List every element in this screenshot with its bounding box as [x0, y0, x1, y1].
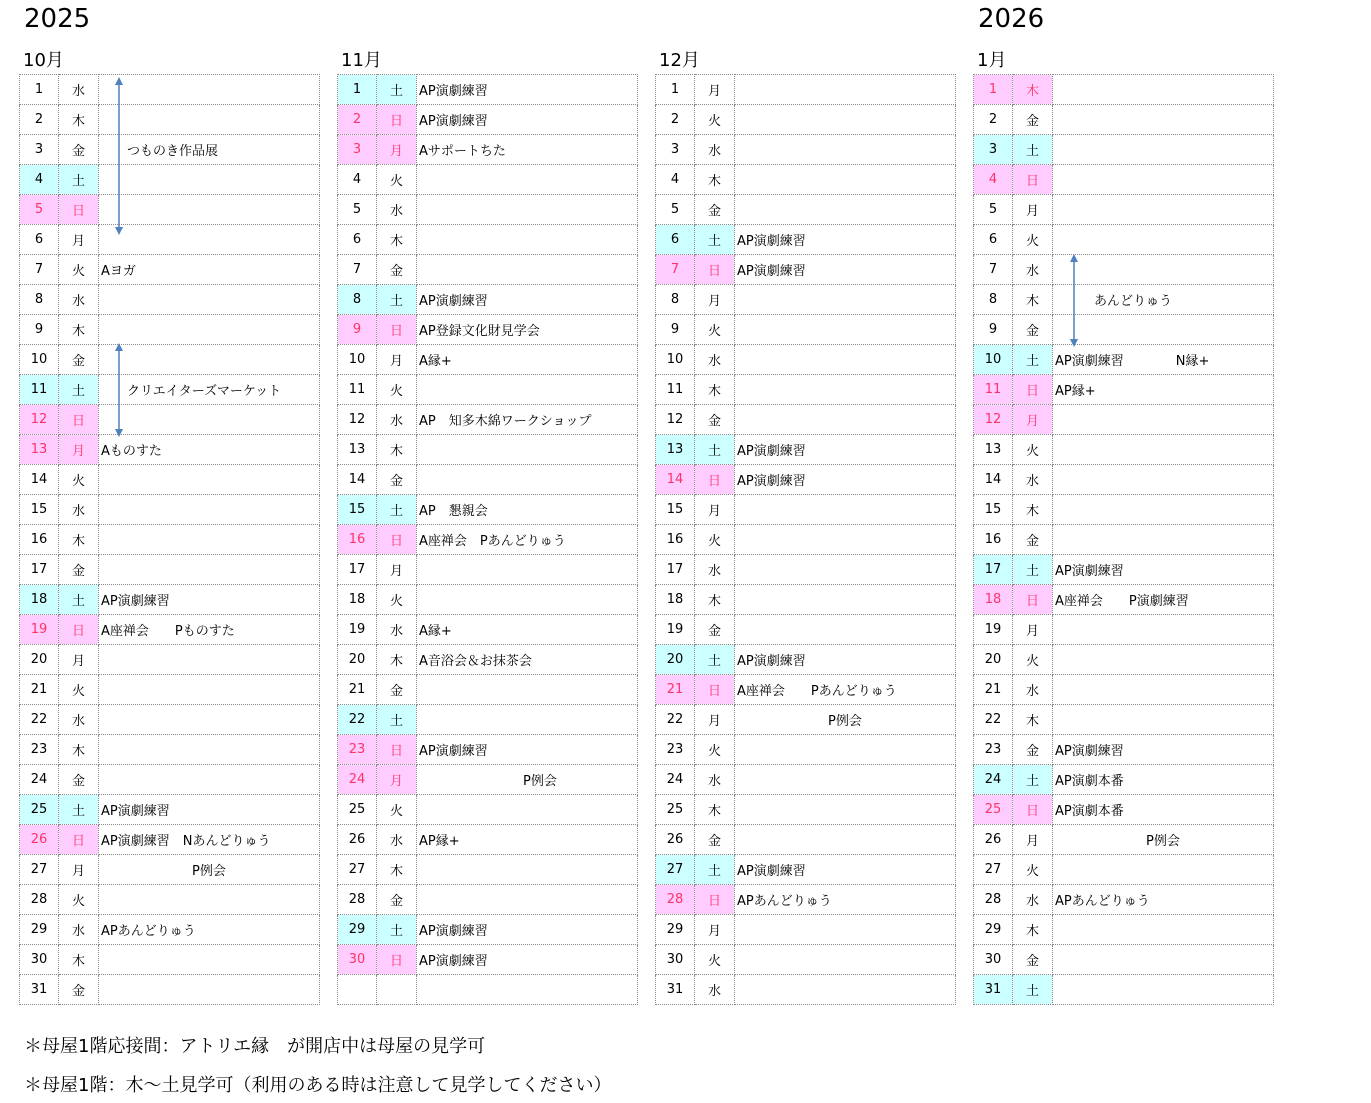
note-1: ＊母屋1階応接間：アトリエ縁 が開店中は母屋の見学可 — [24, 1036, 486, 1057]
weekday: 火 — [1013, 435, 1053, 465]
weekday: 日 — [377, 735, 417, 765]
day-number: 13 — [338, 435, 377, 465]
day-number: 11 — [974, 375, 1013, 405]
day-number: 31 — [20, 975, 59, 1005]
day-number: 7 — [656, 255, 695, 285]
event-cell: AP演劇練習 — [99, 795, 320, 825]
weekday: 日 — [1013, 375, 1053, 405]
day-number: 16 — [20, 525, 59, 555]
day-number: 31 — [974, 975, 1013, 1005]
day-number: 7 — [20, 255, 59, 285]
year-2025: 2025 — [24, 4, 91, 34]
day-number: 20 — [656, 645, 695, 675]
weekday: 火 — [377, 795, 417, 825]
event-cell: AP演劇練習 — [417, 945, 638, 975]
event-cell: AP演劇練習 — [1053, 555, 1274, 585]
day-number: 28 — [338, 885, 377, 915]
weekday: 木 — [695, 585, 735, 615]
weekday: 金 — [377, 255, 417, 285]
weekday: 火 — [695, 315, 735, 345]
weekday: 金 — [59, 555, 99, 585]
event-cell: AP演劇練習 — [1053, 735, 1274, 765]
event-cell: Aサポートちた — [417, 135, 638, 165]
event-cell: AP縁+ — [417, 825, 638, 855]
event-cell: AP演劇練習 — [417, 75, 638, 105]
day-number: 25 — [338, 795, 377, 825]
day-number: 22 — [338, 705, 377, 735]
day-number: 2 — [656, 105, 695, 135]
weekday: 土 — [59, 375, 99, 405]
weekday: 金 — [695, 615, 735, 645]
event-cell: AP演劇練習 — [417, 915, 638, 945]
weekday: 月 — [377, 555, 417, 585]
weekday: 日 — [59, 615, 99, 645]
weekday: 土 — [1013, 975, 1053, 1005]
day-number: 18 — [656, 585, 695, 615]
day-number: 18 — [338, 585, 377, 615]
day-number: 31 — [656, 975, 695, 1005]
weekday: 水 — [695, 135, 735, 165]
day-number: 19 — [656, 615, 695, 645]
weekday: 火 — [377, 165, 417, 195]
weekday: 金 — [377, 675, 417, 705]
weekday: 火 — [695, 105, 735, 135]
day-number: 24 — [656, 765, 695, 795]
event-cell: Aヨガ — [99, 255, 320, 285]
weekday: 金 — [1013, 105, 1053, 135]
day-number: 22 — [974, 705, 1013, 735]
event-cell: A座禅会 Pものすた — [99, 615, 320, 645]
day-number: 1 — [20, 75, 59, 105]
event-cell: AP演劇練習 — [735, 465, 956, 495]
weekday: 木 — [59, 945, 99, 975]
day-number: 3 — [338, 135, 377, 165]
day-number: 30 — [20, 945, 59, 975]
day-number: 17 — [656, 555, 695, 585]
day-number: 28 — [656, 885, 695, 915]
weekday: 月 — [695, 285, 735, 315]
event-cell: AP演劇練習 — [735, 225, 956, 255]
day-number: 10 — [338, 345, 377, 375]
event-cell: AP登録文化財見学会 — [417, 315, 638, 345]
day-number: 24 — [20, 765, 59, 795]
day-number: 8 — [20, 285, 59, 315]
weekday: 木 — [1013, 705, 1053, 735]
month-title: 10月 — [23, 50, 64, 71]
day-number: 22 — [20, 705, 59, 735]
weekday: 日 — [695, 255, 735, 285]
day-number: 24 — [974, 765, 1013, 795]
day-number: 14 — [974, 465, 1013, 495]
day-number: 24 — [338, 765, 377, 795]
weekday: 日 — [695, 885, 735, 915]
weekday: 月 — [59, 435, 99, 465]
month-title: 1月 — [977, 50, 1007, 71]
event-cell: AP演劇練習 — [735, 645, 956, 675]
weekday: 土 — [695, 855, 735, 885]
day-number: 28 — [20, 885, 59, 915]
weekday: 日 — [59, 195, 99, 225]
event-cell: つものき作品展 — [99, 135, 320, 165]
weekday: 金 — [59, 135, 99, 165]
weekday: 土 — [695, 225, 735, 255]
day-number: 30 — [338, 945, 377, 975]
weekday: 月 — [695, 915, 735, 945]
weekday: 金 — [1013, 315, 1053, 345]
weekday: 木 — [59, 525, 99, 555]
weekday: 水 — [695, 345, 735, 375]
weekday: 水 — [377, 615, 417, 645]
weekday: 日 — [1013, 795, 1053, 825]
weekday: 木 — [377, 645, 417, 675]
weekday: 土 — [59, 795, 99, 825]
day-number: 14 — [656, 465, 695, 495]
weekday: 日 — [695, 675, 735, 705]
event-cell: AP演劇練習 Nあんどりゅう — [99, 825, 320, 855]
weekday: 土 — [377, 75, 417, 105]
weekday: 土 — [377, 915, 417, 945]
day-number: 7 — [338, 255, 377, 285]
day-number: 29 — [20, 915, 59, 945]
day-number: 21 — [974, 675, 1013, 705]
day-number: 27 — [20, 855, 59, 885]
weekday: 日 — [377, 315, 417, 345]
day-number: 26 — [338, 825, 377, 855]
event-cell: AP演劇練習 N縁+ — [1053, 345, 1274, 375]
weekday: 火 — [377, 585, 417, 615]
weekday: 月 — [59, 225, 99, 255]
weekday: 月 — [59, 855, 99, 885]
day-number: 5 — [974, 195, 1013, 225]
weekday: 木 — [1013, 915, 1053, 945]
weekday: 木 — [1013, 75, 1053, 105]
day-number: 2 — [20, 105, 59, 135]
day-number: 4 — [20, 165, 59, 195]
day-number: 8 — [338, 285, 377, 315]
weekday: 日 — [377, 105, 417, 135]
weekday: 日 — [59, 825, 99, 855]
weekday: 木 — [1013, 285, 1053, 315]
day-number: 20 — [974, 645, 1013, 675]
weekday: 日 — [377, 525, 417, 555]
weekday: 水 — [1013, 255, 1053, 285]
event-cell: APあんどりゅう — [99, 915, 320, 945]
day-number: 20 — [20, 645, 59, 675]
day-number: 20 — [338, 645, 377, 675]
day-number: 1 — [338, 75, 377, 105]
weekday: 金 — [695, 405, 735, 435]
weekday: 土 — [1013, 555, 1053, 585]
event-cell: APあんどりゅう — [735, 885, 956, 915]
weekday: 火 — [59, 675, 99, 705]
day-number: 30 — [974, 945, 1013, 975]
day-number: 11 — [20, 375, 59, 405]
event-cell: AP演劇本番 — [1053, 765, 1274, 795]
event-cell: AP演劇練習 — [417, 735, 638, 765]
day-number: 6 — [20, 225, 59, 255]
day-number: 18 — [20, 585, 59, 615]
weekday: 月 — [1013, 405, 1053, 435]
weekday: 金 — [1013, 525, 1053, 555]
weekday: 木 — [377, 435, 417, 465]
weekday: 金 — [695, 195, 735, 225]
weekday: 金 — [695, 825, 735, 855]
day-number: 23 — [656, 735, 695, 765]
day-number: 13 — [656, 435, 695, 465]
weekday: 月 — [377, 135, 417, 165]
event-cell: AP 知多木綿ワークショップ — [417, 405, 638, 435]
day-number: 25 — [20, 795, 59, 825]
day-number: 6 — [656, 225, 695, 255]
weekday: 月 — [695, 705, 735, 735]
event-cell: A縁+ — [417, 345, 638, 375]
weekday: 水 — [59, 285, 99, 315]
day-number: 6 — [974, 225, 1013, 255]
weekday: 火 — [695, 735, 735, 765]
weekday: 水 — [59, 75, 99, 105]
day-number: 16 — [974, 525, 1013, 555]
day-number: 12 — [338, 405, 377, 435]
day-number: 26 — [974, 825, 1013, 855]
day-number: 19 — [974, 615, 1013, 645]
event-cell: A座禅会 P演劇練習 — [1053, 585, 1274, 615]
weekday: 火 — [695, 945, 735, 975]
weekday: 日 — [1013, 585, 1053, 615]
day-number: 4 — [974, 165, 1013, 195]
day-number: 10 — [974, 345, 1013, 375]
day-number: 19 — [20, 615, 59, 645]
event-cell: AP演劇練習 — [417, 105, 638, 135]
day-number: 1 — [974, 75, 1013, 105]
weekday: 木 — [59, 735, 99, 765]
weekday: 金 — [59, 345, 99, 375]
weekday: 土 — [695, 435, 735, 465]
weekday: 木 — [377, 855, 417, 885]
day-number: 5 — [338, 195, 377, 225]
weekday: 木 — [59, 105, 99, 135]
note-2: ＊母屋1階：木～土見学可（利用のある時は注意して見学してください） — [24, 1075, 612, 1096]
weekday: 木 — [1013, 495, 1053, 525]
weekday: 土 — [1013, 135, 1053, 165]
event-cell: A座禅会 Pあんどりゅう — [417, 525, 638, 555]
weekday: 金 — [1013, 945, 1053, 975]
weekday: 火 — [1013, 225, 1053, 255]
day-number: 25 — [974, 795, 1013, 825]
weekday: 水 — [1013, 465, 1053, 495]
event-cell: P例会 — [99, 855, 320, 885]
weekday: 水 — [1013, 885, 1053, 915]
day-number: 21 — [656, 675, 695, 705]
event-cell: AP演劇練習 — [735, 435, 956, 465]
weekday: 日 — [695, 465, 735, 495]
weekday: 土 — [695, 645, 735, 675]
day-number: 5 — [20, 195, 59, 225]
day-number: 15 — [338, 495, 377, 525]
day-number: 9 — [656, 315, 695, 345]
weekday: 月 — [1013, 615, 1053, 645]
day-number: 10 — [656, 345, 695, 375]
day-number: 16 — [338, 525, 377, 555]
day-number: 21 — [338, 675, 377, 705]
weekday: 水 — [695, 975, 735, 1005]
weekday: 火 — [59, 255, 99, 285]
day-number: 12 — [656, 405, 695, 435]
day-number: 9 — [338, 315, 377, 345]
weekday: 金 — [59, 765, 99, 795]
weekday: 金 — [1013, 735, 1053, 765]
day-number: 12 — [20, 405, 59, 435]
weekday: 火 — [59, 465, 99, 495]
day-number: 14 — [338, 465, 377, 495]
day-number: 3 — [974, 135, 1013, 165]
weekday: 月 — [1013, 825, 1053, 855]
weekday: 水 — [59, 705, 99, 735]
day-number: 16 — [656, 525, 695, 555]
day-number: 9 — [974, 315, 1013, 345]
weekday: 土 — [377, 285, 417, 315]
day-number: 10 — [20, 345, 59, 375]
event-cell: A座禅会 Pあんどりゅう — [735, 675, 956, 705]
year-2026: 2026 — [978, 4, 1045, 34]
day-number: 3 — [20, 135, 59, 165]
day-number: 23 — [338, 735, 377, 765]
weekday: 水 — [377, 405, 417, 435]
weekday: 日 — [377, 945, 417, 975]
day-number: 15 — [974, 495, 1013, 525]
day-number: 3 — [656, 135, 695, 165]
day-number: 8 — [974, 285, 1013, 315]
weekday: 金 — [59, 975, 99, 1005]
day-number: 4 — [338, 165, 377, 195]
event-cell: AP 懇親会 — [417, 495, 638, 525]
day-number: 27 — [338, 855, 377, 885]
weekday: 金 — [377, 465, 417, 495]
day-number: 15 — [656, 495, 695, 525]
day-number: 17 — [974, 555, 1013, 585]
day-number: 2 — [974, 105, 1013, 135]
day-number: 1 — [656, 75, 695, 105]
weekday: 土 — [377, 495, 417, 525]
weekday: 土 — [59, 585, 99, 615]
event-cell: AP演劇練習 — [735, 255, 956, 285]
weekday: 水 — [377, 195, 417, 225]
weekday: 木 — [59, 315, 99, 345]
day-number: 7 — [974, 255, 1013, 285]
event-cell: A音浴会＆お抹茶会 — [417, 645, 638, 675]
day-number: 11 — [338, 375, 377, 405]
day-number: 15 — [20, 495, 59, 525]
weekday: 月 — [59, 645, 99, 675]
weekday: 土 — [59, 165, 99, 195]
weekday: 月 — [377, 765, 417, 795]
day-number: 26 — [656, 825, 695, 855]
weekday: 火 — [377, 375, 417, 405]
day-number: 9 — [20, 315, 59, 345]
day-number: 6 — [338, 225, 377, 255]
day-number: 23 — [974, 735, 1013, 765]
weekday: 月 — [1013, 195, 1053, 225]
event-cell: AP演劇練習 — [99, 585, 320, 615]
weekday: 木 — [377, 225, 417, 255]
day-number: 28 — [974, 885, 1013, 915]
event-cell: P例会 — [417, 765, 638, 795]
weekday: 木 — [695, 375, 735, 405]
day-number: 12 — [974, 405, 1013, 435]
weekday: 水 — [695, 765, 735, 795]
day-number: 29 — [338, 915, 377, 945]
day-number: 13 — [20, 435, 59, 465]
weekday: 火 — [695, 525, 735, 555]
weekday: 土 — [377, 705, 417, 735]
weekday: 日 — [1013, 165, 1053, 195]
day-number: 11 — [656, 375, 695, 405]
day-number: 14 — [20, 465, 59, 495]
weekday: 月 — [695, 495, 735, 525]
day-number: 13 — [974, 435, 1013, 465]
day-number: 27 — [656, 855, 695, 885]
event-cell: P例会 — [1053, 825, 1274, 855]
weekday: 火 — [1013, 645, 1053, 675]
day-number: 5 — [656, 195, 695, 225]
weekday: 水 — [1013, 675, 1053, 705]
weekday: 水 — [377, 825, 417, 855]
day-number: 4 — [656, 165, 695, 195]
day-number: 26 — [20, 825, 59, 855]
month-title: 11月 — [341, 50, 382, 71]
day-number: 8 — [656, 285, 695, 315]
day-number: 18 — [974, 585, 1013, 615]
event-cell: AP縁+ — [1053, 375, 1274, 405]
month-title: 12月 — [659, 50, 700, 71]
day-number: 19 — [338, 615, 377, 645]
day-number: 22 — [656, 705, 695, 735]
weekday: 水 — [59, 915, 99, 945]
weekday: 水 — [59, 495, 99, 525]
day-number: 2 — [338, 105, 377, 135]
event-cell: AP演劇練習 — [735, 855, 956, 885]
day-number: 25 — [656, 795, 695, 825]
day-number: 29 — [656, 915, 695, 945]
weekday: 金 — [377, 885, 417, 915]
day-number: 17 — [20, 555, 59, 585]
weekday: 日 — [59, 405, 99, 435]
weekday: 水 — [695, 555, 735, 585]
event-cell: AP演劇練習 — [417, 285, 638, 315]
weekday: 土 — [1013, 765, 1053, 795]
event-cell: Aものすた — [99, 435, 320, 465]
weekday: 土 — [1013, 345, 1053, 375]
day-number: 21 — [20, 675, 59, 705]
day-number: 23 — [20, 735, 59, 765]
weekday: 火 — [59, 885, 99, 915]
weekday: 木 — [695, 795, 735, 825]
event-cell: A縁+ — [417, 615, 638, 645]
event-cell: あんどりゅう — [1053, 285, 1274, 315]
day-number: 30 — [656, 945, 695, 975]
event-cell: AP演劇本番 — [1053, 795, 1274, 825]
weekday: 火 — [1013, 855, 1053, 885]
day-number: 17 — [338, 555, 377, 585]
weekday: 月 — [377, 345, 417, 375]
weekday: 木 — [695, 165, 735, 195]
weekday: 月 — [695, 75, 735, 105]
day-number: 29 — [974, 915, 1013, 945]
event-cell: クリエイターズマーケット — [99, 375, 320, 405]
event-cell: APあんどりゅう — [1053, 885, 1274, 915]
event-cell: P例会 — [735, 705, 956, 735]
day-number: 27 — [974, 855, 1013, 885]
